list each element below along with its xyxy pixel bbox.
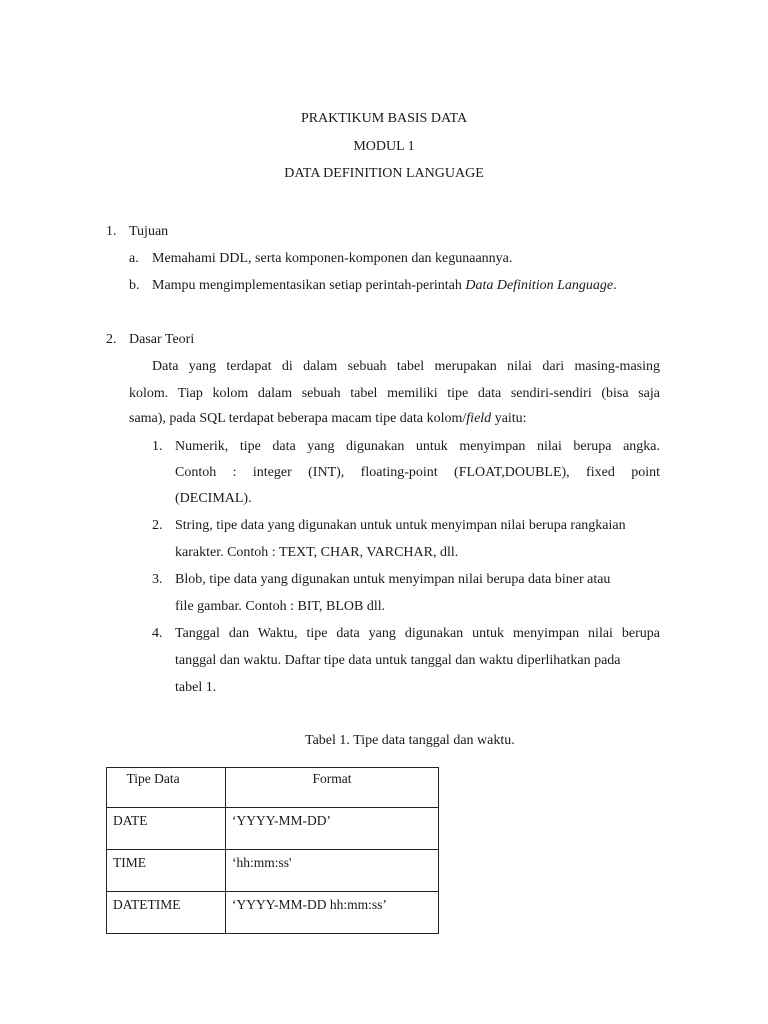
table-cell: DATE [107, 808, 226, 850]
type-item-3-line-2: file gambar. Contoh : BIT, BLOB dll. [175, 599, 386, 614]
ddl-italic-term: Data Definition Language [465, 278, 614, 293]
section-1-title: Tujuan [129, 224, 169, 239]
table-row [107, 892, 439, 934]
list-marker-b: b. [129, 278, 140, 293]
table-row [107, 850, 439, 892]
type-item-3-line-1: Blob, tipe data yang digunakan untuk menyimpan nilai berupa data biner atau [175, 572, 611, 587]
section-2-number: 2. [106, 332, 117, 347]
type-item-1-line-1: Numerik, tipe data yang digunakan untuk menyimpan nilai berupa angka. [175, 439, 660, 454]
table-cell: DATETIME [107, 892, 226, 934]
table-header-cell: Tipe Data [107, 768, 226, 808]
type-item-4-line-3: tabel 1. [175, 680, 217, 695]
section-1-number: 1. [106, 224, 117, 239]
theory-paragraph-line-3: sama), pada SQL terdapat beberapa macam tipe data kolom/field yaitu: [129, 411, 527, 426]
document-title: PRAKTIKUM BASIS DATA [300, 111, 468, 126]
objective-b-text: Mampu mengimplementasikan setiap perintah-perintah Data Definition Language. [152, 278, 617, 293]
table-cell: TIME [107, 850, 226, 892]
type-item-4-line-1: Tanggal dan Waktu, tipe data yang digunakan untuk menyimpan nilai berupa [175, 626, 660, 641]
table-header-row [107, 768, 439, 808]
type-item-2-line-2: karakter. Contoh : TEXT, CHAR, VARCHAR, dll. [175, 545, 459, 560]
table-caption: Tabel 1. Tipe data tanggal dan waktu. [305, 733, 515, 748]
type-item-1-marker: 1. [152, 439, 163, 454]
datetime-types-table [106, 767, 439, 934]
theory-paragraph-line-2: kolom. Tiap kolom dalam sebuah tabel memiliki tipe data sendiri-sendiri (bisa saja [129, 386, 660, 401]
objective-a-text: Memahami DDL, serta komponen-komponen dan kegunaannya. [152, 251, 513, 266]
type-item-2-line-1: String, tipe data yang digunakan untuk untuk menyimpan nilai berupa rangkaian [175, 518, 626, 533]
field-italic-term: field [466, 411, 492, 426]
module-label: MODUL 1 [353, 139, 415, 154]
theory-paragraph-line-1: Data yang terdapat di dalam sebuah tabel merupakan nilai dari masing-masing [152, 359, 660, 374]
table-cell: ‘YYYY-MM-DD hh:mm:ss’ [226, 892, 439, 934]
type-item-2-marker: 2. [152, 518, 163, 533]
type-item-4-marker: 4. [152, 626, 163, 641]
section-2-title: Dasar Teori [129, 332, 195, 347]
type-item-1-line-2: Contoh : integer (INT), floating-point (FLOAT,DOUBLE), fixed point [175, 465, 660, 480]
module-title: DATA DEFINITION LANGUAGE [284, 166, 484, 181]
type-item-3-marker: 3. [152, 572, 163, 587]
table-header-cell: Format [226, 768, 439, 808]
table-cell: ‘hh:mm:ss' [226, 850, 439, 892]
list-marker-a: a. [129, 251, 139, 266]
type-item-1-line-3: (DECIMAL). [175, 491, 252, 506]
table-cell: ‘YYYY-MM-DD’ [226, 808, 439, 850]
type-item-4-line-2: tanggal dan waktu. Daftar tipe data untuk tanggal dan waktu diperlihatkan pada [175, 653, 621, 668]
table-row [107, 808, 439, 850]
